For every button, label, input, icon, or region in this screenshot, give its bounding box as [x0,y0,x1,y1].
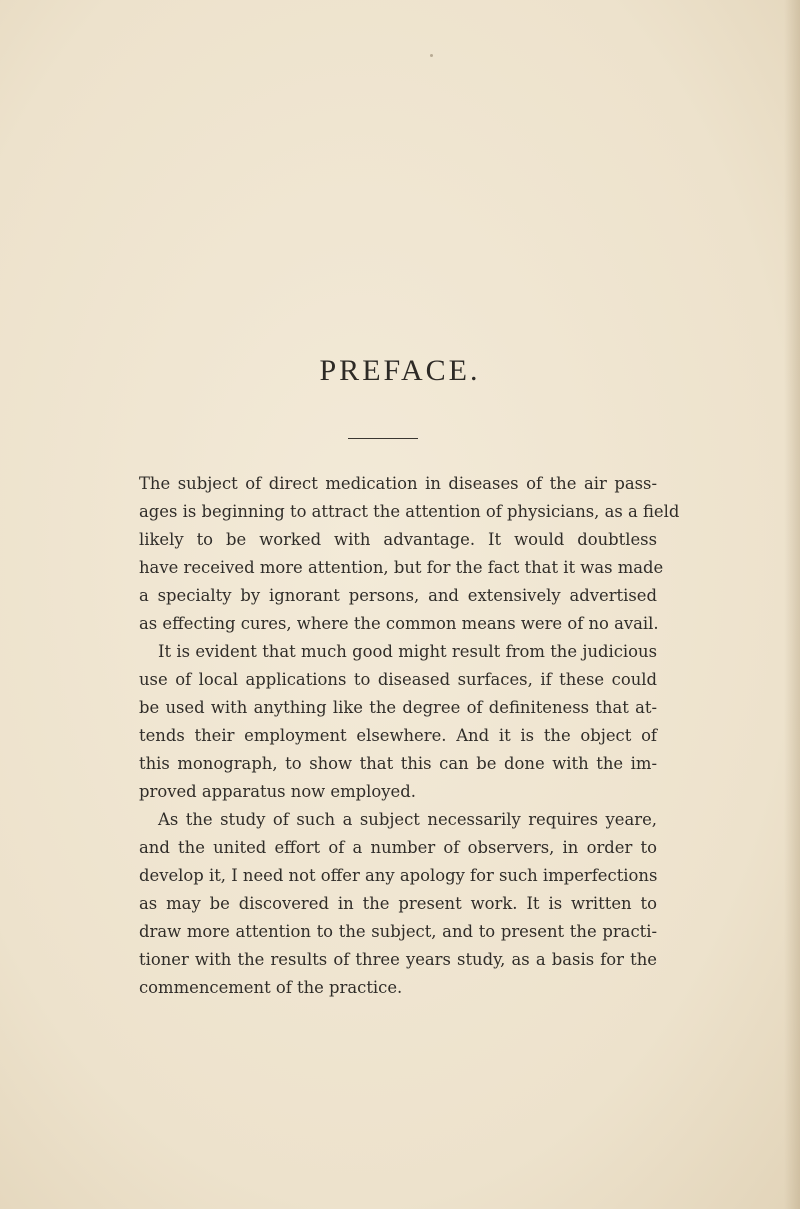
text-line: be used with anything like the degree of definiteness that at- [139,698,657,717]
text-line: have received more attention, but for the fact that it was made [139,558,664,577]
text-line: As the study of such a subject necessarily requires yeare, [158,810,657,829]
text-line: tends their employment elsewhere. And it is the object of [139,726,657,745]
text-line: commencement of the practice. [139,978,403,997]
text-line: and the united effort of a number of observers, in order to [139,838,657,857]
page-edge-shadow [784,0,800,1209]
text-line: tioner with the results of three years study, as a basis for the [139,950,657,969]
text-line: likely to be worked with advantage. It would doubtless [139,530,657,549]
title-divider [348,438,418,439]
text-line: proved apparatus now employed. [139,782,416,801]
preface-text [139,470,680,1002]
text-line: develop it, I need not offer any apology for such imperfections [139,866,658,885]
page-title: PREFACE. [319,354,481,387]
text-line: a specialty by ignorant persons, and extensively advertised [139,586,657,605]
text-line: as effecting cures, where the common means were of no avail. [139,614,659,633]
text-line: this monograph, to show that this can be done with the im- [139,754,657,773]
text-line: The subject of direct medication in diseases of the air pass- [139,474,657,493]
text-line: It is evident that much good might result from the judicious [158,642,657,661]
text-line: draw more attention to the subject, and to present the practi- [139,922,657,941]
text-line: as may be discovered in the present work. It is written to [139,894,657,913]
text-line: use of local applications to diseased surfaces, if these could [139,670,657,689]
paper-speck [430,54,433,57]
text-line: ages is beginning to attract the attention of physicians, as a field [139,502,680,521]
